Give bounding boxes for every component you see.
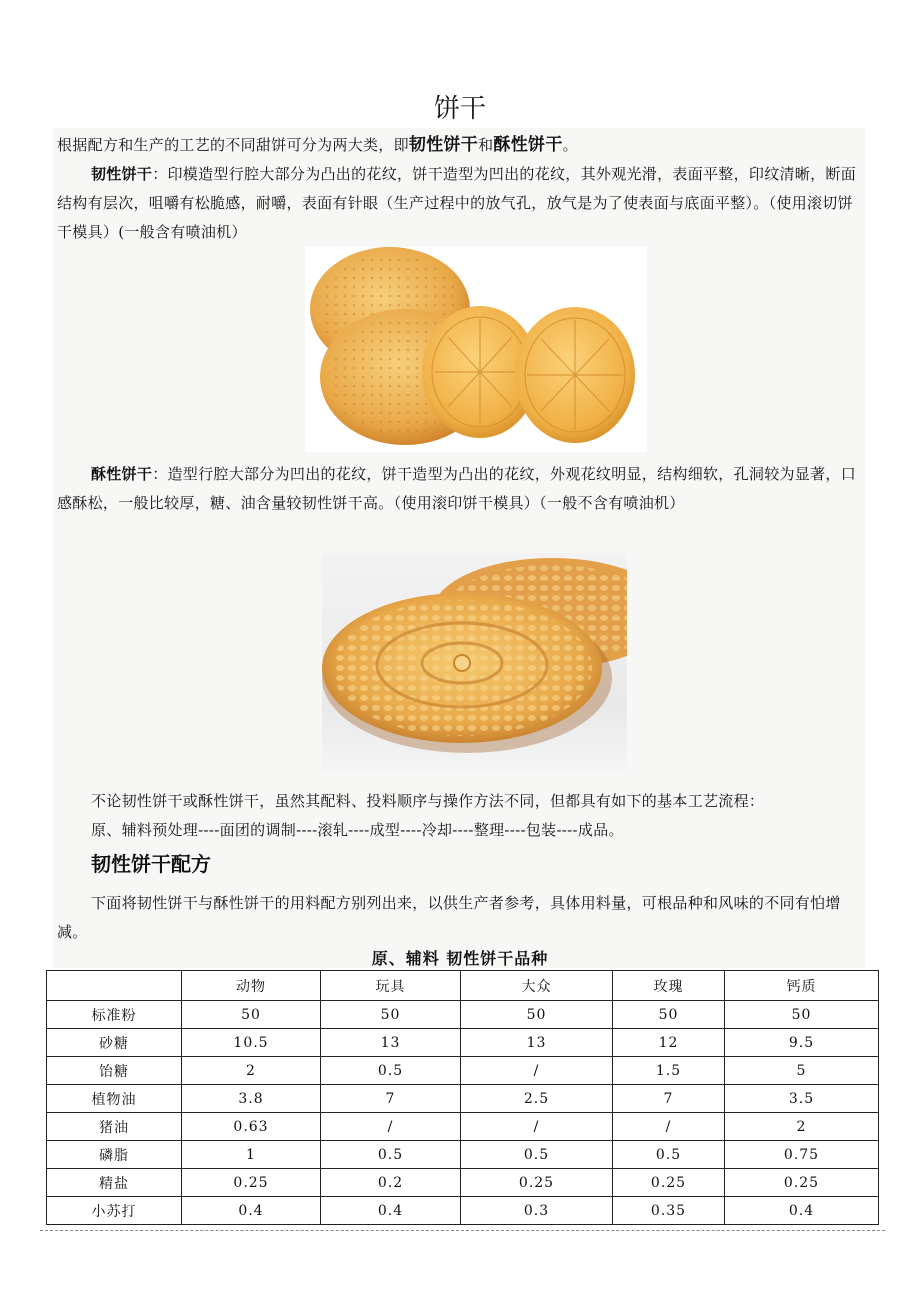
table-header-cell: 玩具 bbox=[321, 971, 461, 1001]
table-cell: 0.35 bbox=[613, 1197, 725, 1225]
table-cell: 50 bbox=[321, 1001, 461, 1029]
table-cell: 0.75 bbox=[725, 1141, 879, 1169]
crisp-biscuit-illustration bbox=[322, 553, 627, 771]
table-row bbox=[47, 1057, 879, 1085]
tough-biscuit-text: ：印模造型行腔大部分为凸出的花纹，饼干造型为凹出的花纹，其外观光滑，表面平整，印纹清晰，断面结构有层次，咀嚼有松脆感，耐嚼，表面有针眼（生产过程中的放气孔，放气是为了使表面与底面平整）。（使用滚切饼干模具）(一般含有喷油机） bbox=[57, 165, 857, 241]
page-break-line bbox=[40, 1230, 885, 1231]
intro-term-crisp: 酥性饼干 bbox=[493, 135, 563, 155]
tough-biscuit-label: 韧性饼干 bbox=[91, 165, 153, 183]
table-row bbox=[47, 1029, 879, 1057]
table-row bbox=[47, 1141, 879, 1169]
table-header-cell: 动物 bbox=[182, 971, 321, 1001]
table-cell: 0.25 bbox=[182, 1169, 321, 1197]
table-row bbox=[47, 1001, 879, 1029]
table-cell: 0.2 bbox=[321, 1169, 461, 1197]
table-cell: / bbox=[461, 1113, 613, 1141]
table-header-cell: 玫瑰 bbox=[613, 971, 725, 1001]
process-line-2: 原、辅料预处理----面团的调制----滚轧----成型----冷却----整理----包装----成品。 bbox=[91, 821, 624, 839]
table-cell: 50 bbox=[613, 1001, 725, 1029]
table-cell: 2.5 bbox=[461, 1085, 613, 1113]
tough-biscuit-photo bbox=[305, 247, 647, 452]
intro-paragraph bbox=[57, 131, 860, 160]
tough-biscuit-paragraph bbox=[57, 160, 860, 247]
table-cell: 0.5 bbox=[321, 1057, 461, 1085]
intro-text: 根据配方和生产的工艺的不同甜饼可分为两大类，即 bbox=[57, 136, 409, 154]
intro-term-tough: 韧性饼干 bbox=[408, 135, 479, 155]
intro-end: 。 bbox=[562, 136, 578, 154]
table-cell: 9.5 bbox=[725, 1029, 879, 1057]
table-cell: 0.5 bbox=[461, 1141, 613, 1169]
table-row bbox=[47, 1169, 879, 1197]
table-cell: 小苏打 bbox=[47, 1197, 182, 1225]
table-cell: 10.5 bbox=[182, 1029, 321, 1057]
table-header-cell: 钙质 bbox=[725, 971, 879, 1001]
table-cell: 0.5 bbox=[613, 1141, 725, 1169]
table-cell: 3.8 bbox=[182, 1085, 321, 1113]
table-cell: 磷脂 bbox=[47, 1141, 182, 1169]
table-caption: 原、辅料 韧性饼干品种 bbox=[371, 949, 549, 968]
table-cell: 0.4 bbox=[182, 1197, 321, 1225]
table-cell: 饴糖 bbox=[47, 1057, 182, 1085]
table-cell: 0.5 bbox=[321, 1141, 461, 1169]
table-cell: 0.25 bbox=[461, 1169, 613, 1197]
crisp-biscuit-text: ：造型行腔大部分为凹出的花纹，饼干造型为凸出的花纹，外观花纹明显，结构细软，孔洞较为显著，口感酥松，一般比较厚，糖、油含量较韧性饼干高。（使用滚印饼干模具）（一般不含有喷油机） bbox=[57, 465, 857, 512]
table-cell: 植物油 bbox=[47, 1085, 182, 1113]
table-cell: 0.25 bbox=[613, 1169, 725, 1197]
table-cell: 13 bbox=[461, 1029, 613, 1057]
table-cell: 0.4 bbox=[321, 1197, 461, 1225]
table-cell: 0.25 bbox=[725, 1169, 879, 1197]
tough-biscuit-illustration bbox=[305, 247, 647, 452]
table-cell: 1 bbox=[182, 1141, 321, 1169]
table-cell: 0.63 bbox=[182, 1113, 321, 1141]
table-cell: 12 bbox=[613, 1029, 725, 1057]
crisp-biscuit-paragraph bbox=[57, 460, 860, 518]
table-cell: 砂糖 bbox=[47, 1029, 182, 1057]
table-cell: / bbox=[321, 1113, 461, 1141]
process-line-1: 不论韧性饼干或酥性饼干，虽然其配料、投料顺序与操作方法不同，但都具有如下的基本工艺流程： bbox=[91, 792, 765, 810]
table-cell: 50 bbox=[182, 1001, 321, 1029]
table-cell: 50 bbox=[725, 1001, 879, 1029]
table-cell: 2 bbox=[725, 1113, 879, 1141]
table-header-cell: 大众 bbox=[461, 971, 613, 1001]
crisp-biscuit-label: 酥性饼干 bbox=[91, 465, 153, 483]
table-cell: 猪油 bbox=[47, 1113, 182, 1141]
table-header-cell bbox=[47, 971, 182, 1001]
table-cell: 精盐 bbox=[47, 1169, 182, 1197]
table-cell: 13 bbox=[321, 1029, 461, 1057]
table-cell: 7 bbox=[321, 1085, 461, 1113]
table-cell: 0.4 bbox=[725, 1197, 879, 1225]
table-cell: 5 bbox=[725, 1057, 879, 1085]
table-row bbox=[47, 1085, 879, 1113]
intro-joiner: 和 bbox=[478, 136, 494, 154]
table-row bbox=[47, 1197, 879, 1225]
table-row bbox=[47, 1113, 879, 1141]
table-header-row bbox=[47, 971, 879, 1001]
section-intro: 下面将韧性饼干与酥性饼干的用料配方别列出来，以供生产者参考，具体用料量，可根品种和风味的不同有怕增减。 bbox=[57, 894, 841, 941]
table-cell: 0.3 bbox=[461, 1197, 613, 1225]
recipe-table bbox=[46, 970, 879, 1225]
crisp-biscuit-photo bbox=[322, 553, 627, 771]
section-heading: 韧性饼干配方 bbox=[91, 852, 211, 876]
page-title: 饼干 bbox=[433, 94, 486, 124]
table-cell: 7 bbox=[613, 1085, 725, 1113]
table-cell: 1.5 bbox=[613, 1057, 725, 1085]
table-cell: / bbox=[613, 1113, 725, 1141]
table-cell: 2 bbox=[182, 1057, 321, 1085]
table-cell: / bbox=[461, 1057, 613, 1085]
table-cell: 50 bbox=[461, 1001, 613, 1029]
table-cell: 标准粉 bbox=[47, 1001, 182, 1029]
table-cell: 3.5 bbox=[725, 1085, 879, 1113]
